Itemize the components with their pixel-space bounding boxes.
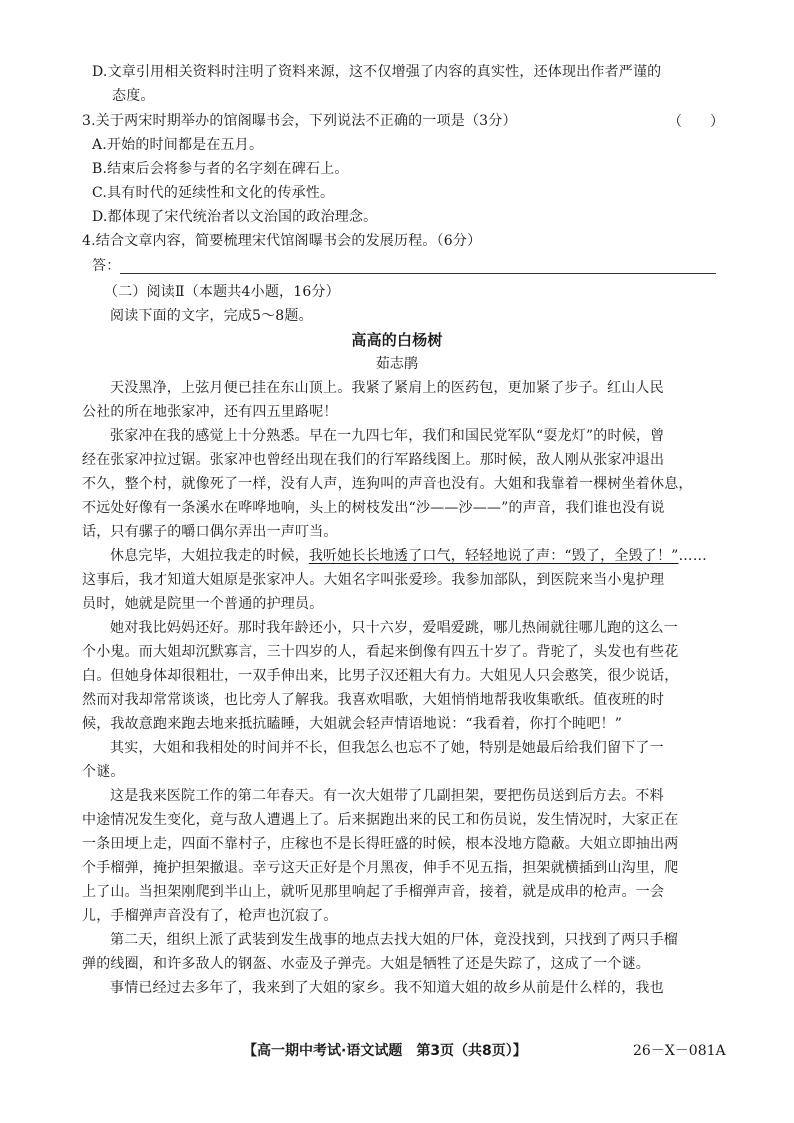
text-segment: …… xyxy=(678,548,707,564)
article-line: 张家冲在我的感觉上十分熟悉。早在一九四七年，我们和国民党军队“耍龙灯”的时候，曾 xyxy=(110,428,665,444)
article-line: 儿，手榴弹声音没有了，枪声也沉寂了。 xyxy=(82,908,338,924)
article-line: 候，我故意跑来跑去地来抵抗瞌睡，大姐就会轻声情语地说：“我看着，你打个盹吧！” xyxy=(82,716,623,732)
article-line: 个手榴弹，掩护担架撤退。幸亏这天正好是个月黑夜，伸手不见五指，担架就横插到山沟里，爬 xyxy=(82,860,679,876)
footer-title: 【高一期中考试·语文试题 第3页（共8页）】 xyxy=(243,1043,527,1059)
article-title: 高高的白杨树 xyxy=(351,331,443,349)
section-instruction: 阅读下面的文字，完成5～8题。 xyxy=(110,308,313,324)
q2-option-d-line2: 态度。 xyxy=(112,88,155,104)
article-line: 这是我来医院工作的第二年春天。有一次大姐带了几副担架，要把伤员送到后方去。不料 xyxy=(110,788,664,804)
article-line: 事情已经过去多年了，我来到了大姐的家乡。我不知道大姐的故乡从前是什么样的，我也 xyxy=(110,980,664,996)
article-line: 第二天，组织上派了武装到发生战事的地点去找大姐的尸体，竟没找到，只找到了两只手榴 xyxy=(110,932,678,948)
article-line: 个小鬼。而大姐却沉默寡言，三十四岁的人，看起来倒像有四五十岁了。背驼了，头发也有些花 xyxy=(82,644,679,660)
q3-option-a: A.开始的时间都是在五月。 xyxy=(92,137,264,153)
article-line: 不远处好像有一条溪水在哗哗地响，头上的树枝发出“沙——沙——”的声音，我们谁也没有说 xyxy=(82,500,665,516)
article-line: 其实，大姐和我相处的时间并不长，但我怎么也忘不了她，特别是她最后给我们留下了一 xyxy=(110,740,664,756)
q3-option-d: D.都体现了宋代统治者以文治国的政治理念。 xyxy=(92,209,378,225)
article-line: 一条田埂上走，四面不靠村子，庄稼也不是长得旺盛的时候，根本没地方隐蔽。大姐立即抽出两 xyxy=(82,836,679,852)
article-line-underlined xyxy=(110,546,722,566)
article-line: 白。但她身体却很粗壮，一双手伸出来，比男子汉还粗大有力。大姐见人只会憨笑，很少说话， xyxy=(82,668,679,684)
article-line: 她对我比妈妈还好。那时我年龄还小，只十六岁，爱唱爱跳，哪儿热闹就往哪儿跑的这么一 xyxy=(110,620,678,636)
q3-stem: 3.关于两宋时期举办的馆阁曝书会，下列说法不正确的一项是（3分） xyxy=(82,113,517,129)
article-line: 不久，整个村，就像死了一样，没有人声，连狗叫的声音也没有。大姐和我靠着一棵树坐着休息， xyxy=(82,476,693,492)
q2-option-d-line1: D.文章引用相关资料时注明了资料来源，这不仅增强了内容的真实性，还体现出作者严谨的 xyxy=(92,64,662,80)
underlined-sentence: 我听她长长地透了口气，轻轻地说了声：“毁了，全毁了！” xyxy=(308,548,679,564)
article-line: 公社的所在地张家冲，还有四五里路呢！ xyxy=(82,404,338,420)
q3-option-c: C.具有时代的延续性和文化的传承性。 xyxy=(92,185,335,201)
q3-answer-paren: （ ） xyxy=(668,114,724,130)
article-author: 茹志鹃 xyxy=(375,356,419,372)
article-line: 中途情况发生变化，竟与敌人遭遇上了。后来据跑出来的民工和伤员说，发生情况时，大家正在 xyxy=(82,812,679,828)
q3-option-b: B.结束后会将参与者的名字刻在碑石上。 xyxy=(92,161,349,177)
article-line: 天没黑净，上弦月便已挂在东山顶上。我紧了紧肩上的医药包，更加紧了步子。红山人民 xyxy=(110,380,664,396)
answer-label: 答： xyxy=(92,258,121,274)
section-heading: （二）阅读Ⅱ（本题共4小题，16分） xyxy=(104,284,340,300)
article-line: 经在张家冲拉过锯。张家冲也曾经出现在我们的行军路线图上。那时候，敌人刚从张家冲退出 xyxy=(82,452,665,468)
article-line: 上了山。当担架刚爬到半山上，就听见那里响起了手榴弹声音，接着，就是成串的枪声。一会 xyxy=(82,884,665,900)
answer-line xyxy=(120,273,716,274)
article-line: 弹的线圈，和许多敌人的钢盔、水壶及子弹壳。大姐是牺牲了还是失踪了，这成了一个谜。 xyxy=(82,956,650,972)
footer-code: 26－X－081A xyxy=(633,1043,726,1059)
article-line: 这事后，我才知道大姐原是张家冲人。大姐名字叫张爱珍。我参加部队，到医院来当小鬼护理 xyxy=(82,572,665,588)
q4-stem: 4.结合文章内容，简要梳理宋代馆阁曝书会的发展历程。（6分） xyxy=(82,233,482,249)
article-line: 员时，她就是院里一个普通的护理员。 xyxy=(82,596,324,612)
article-line: 话，只有骡子的嚼口偶尔弄出一声叮当。 xyxy=(82,524,338,540)
article-line: 个谜。 xyxy=(82,764,125,780)
text-segment: 休息完毕，大姐拉我走的时候， xyxy=(110,548,309,564)
article-line: 然而对我却常常谈谈，也比旁人了解我。我喜欢唱歌，大姐悄悄地帮我收集歌纸。值夜班的时 xyxy=(82,692,665,708)
